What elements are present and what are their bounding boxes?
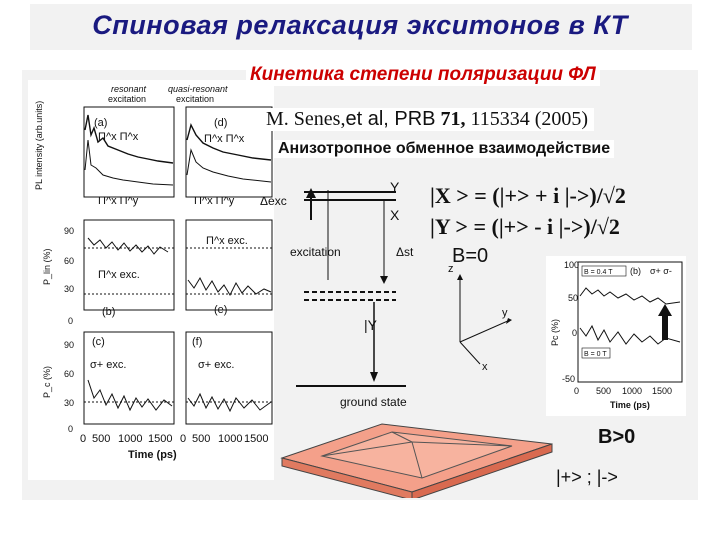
b-zero-label: B=0	[452, 245, 489, 267]
axis-z-label: z	[448, 263, 454, 275]
panel-letter-b: (b)	[102, 306, 116, 318]
ytick-c-0: 90	[64, 340, 75, 350]
basis-label: |+> ; |->	[556, 467, 618, 487]
ylabel-pl: PL intensity (arb.units)	[34, 100, 44, 190]
right-ylabel: Pc (%)	[550, 319, 560, 346]
xtick-l-1: 500	[92, 433, 111, 445]
col-header-quasi: quasi-resonant	[168, 84, 228, 94]
xtick-r-2: 1000	[218, 433, 243, 445]
axis-y-label: y	[502, 307, 508, 319]
level-y-label: Y	[390, 179, 400, 195]
right-ytick-0: 100	[564, 260, 580, 270]
delta-exc-label: Δexc	[260, 194, 287, 208]
b-positive-label: B>0	[598, 426, 636, 448]
ytick-lin-2: 30	[64, 284, 75, 294]
anisotropic-heading: Анизотропное обменное взаимодействие	[274, 140, 614, 158]
ytick-lin-0: 90	[64, 226, 75, 236]
xtick-r-1: 500	[192, 433, 211, 445]
right-legend: σ+ σ-	[650, 266, 672, 276]
ytick-c-2: 30	[64, 398, 75, 408]
right-xtick-3: 1500	[652, 386, 673, 396]
right-figure	[546, 256, 686, 416]
right-ytick-3: -50	[562, 374, 576, 384]
xtick-r-3: 1500	[244, 433, 269, 445]
ytick-lin-3: 0	[68, 316, 74, 326]
right-ytick-2: 0	[572, 328, 578, 338]
level-x-label: X	[390, 207, 400, 223]
axes-3d	[430, 262, 530, 382]
ytick-c-1: 60	[64, 369, 75, 379]
annot-a1: Π^x Π^x	[98, 131, 139, 143]
excitation-label: excitation	[290, 245, 341, 259]
panel-letter-f: (f)	[192, 336, 203, 348]
annot-f: σ+ exc.	[198, 359, 235, 371]
panel-letter-d: (d)	[214, 117, 228, 129]
col-header-resonant: resonant	[111, 84, 147, 94]
col-header-resonant-2: excitation	[108, 94, 147, 104]
xlabel-left: Time (ps)	[128, 449, 177, 461]
axis-x-label: x	[482, 361, 488, 373]
left-figure	[28, 80, 274, 480]
ylabel-plin: P_lin (%)	[42, 248, 52, 285]
state-y: |Y > = (|+> - i |->)/√2	[430, 214, 620, 239]
annot-c: σ+ exc.	[90, 359, 127, 371]
delta-st-label: Δst	[396, 245, 414, 259]
panel-letter-e: (e)	[214, 304, 228, 316]
xtick-l-3: 1500	[148, 433, 173, 445]
right-ytick-1: 50	[568, 293, 579, 303]
annot-e: Π^x exc.	[206, 235, 248, 247]
right-xtick-2: 1000	[622, 386, 643, 396]
panel-letter-a: (a)	[94, 117, 108, 129]
state-x: |X > = (|+> + i |->)/√2	[430, 183, 626, 208]
slide-title: Спиновая релаксация экситонов в КТ	[92, 10, 628, 40]
right-arrow	[662, 312, 668, 340]
annot-d2: Π^x Π^y	[194, 195, 235, 207]
right-xtick-1: 500	[596, 386, 612, 396]
ref-rest: 115334 (2005)	[470, 108, 589, 130]
ytick-lin-1: 60	[64, 256, 75, 266]
reference	[264, 108, 594, 131]
annot-d1: Π^x Π^x	[204, 133, 245, 145]
annot-b: Π^x exc.	[98, 269, 140, 281]
iy-label: |Y	[364, 317, 377, 333]
right-xlabel: Time (ps)	[610, 400, 650, 410]
ref-volume: 71,	[440, 108, 466, 130]
ytick-c-3: 0	[68, 424, 74, 434]
panel-letter-c: (c)	[92, 336, 105, 348]
level-diagram	[256, 170, 436, 420]
ylabel-pc: P_c (%)	[42, 365, 52, 398]
annot-a2: Π^x Π^y	[98, 195, 139, 207]
ref-etal: et al, PRB	[345, 108, 436, 130]
pyramid-illustration	[262, 408, 562, 498]
xtick-r-0: 0	[180, 433, 187, 445]
ref-authors: M. Senes,	[266, 108, 346, 130]
right-xtick-0: 0	[574, 386, 580, 396]
xtick-l-2: 1000	[118, 433, 143, 445]
xtick-l-0: 0	[80, 433, 87, 445]
subtitle: Кинетика степени поляризации ФЛ	[246, 64, 600, 86]
right-panel-title: (b)	[630, 266, 641, 276]
col-header-quasi-2: excitation	[176, 94, 215, 104]
right-box2: B = 0 T	[584, 351, 607, 358]
right-box1: B = 0.4 T	[584, 269, 613, 276]
ground-state-label: ground state	[340, 395, 407, 409]
